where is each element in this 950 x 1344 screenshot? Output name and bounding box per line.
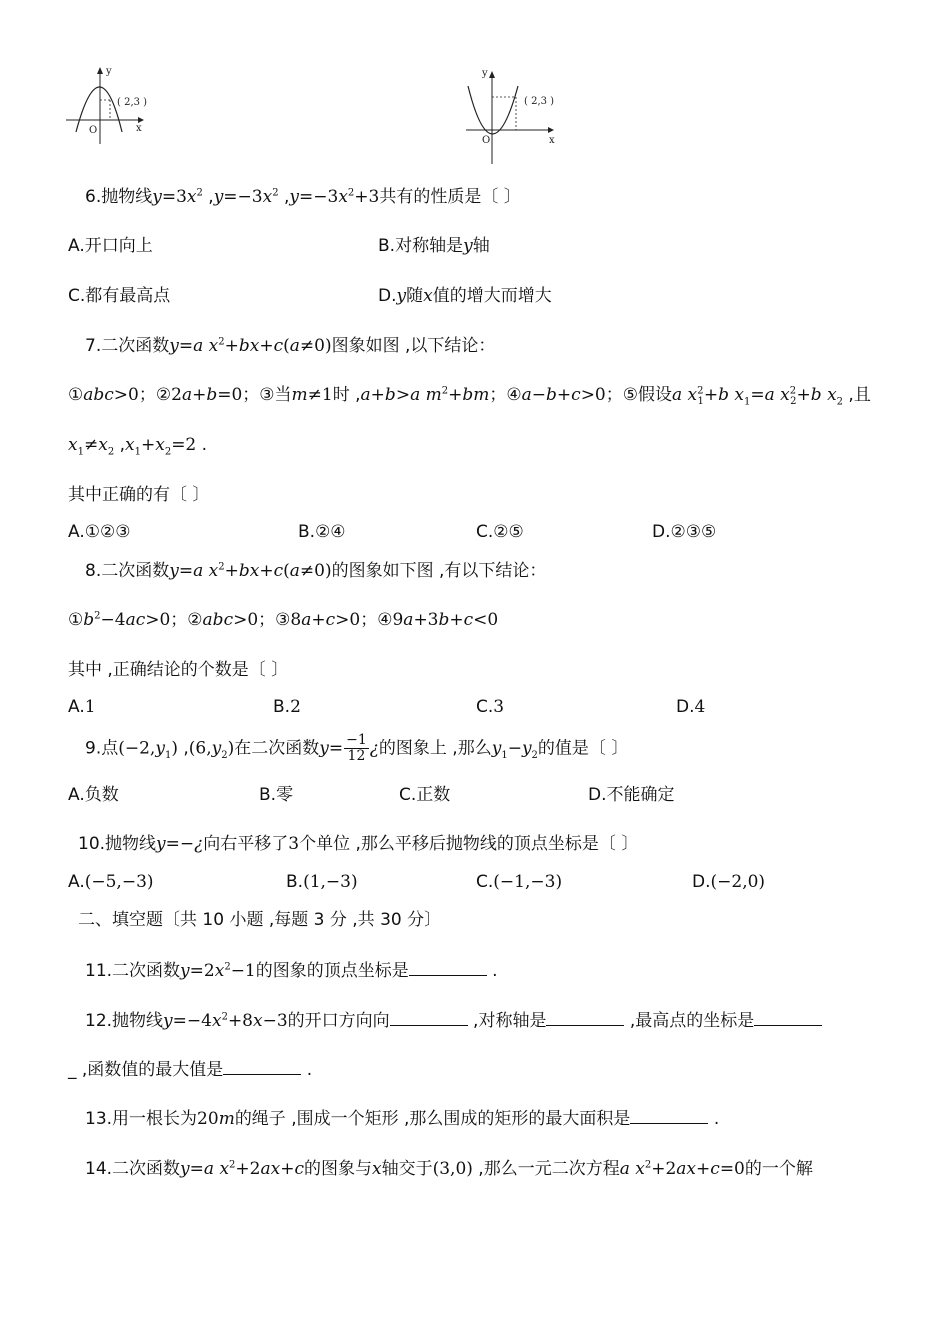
q11-number: 11. — [85, 961, 113, 981]
q8-option-b[interactable]: B.2 — [273, 697, 301, 717]
q12-blank-max[interactable] — [223, 1058, 301, 1075]
q12-stem: 12.抛物线$y=-4x^2+8x-3$的开口方向向 ,对称轴是 ,最高点的坐标是 — [85, 1009, 822, 1032]
y-axis-arrow — [489, 71, 495, 78]
q10-number: 10. — [78, 834, 106, 854]
y-axis-arrow — [97, 67, 103, 74]
q13-number: 13. — [85, 1109, 113, 1129]
q7-option-c[interactable]: C.②⑤ — [476, 522, 524, 542]
origin-label: O — [89, 125, 98, 136]
q6-number: 6. — [85, 187, 102, 207]
q7-option-b[interactable]: B.②④ — [298, 522, 346, 542]
q6-option-d[interactable]: D.y随x值的增大而增大 — [378, 286, 552, 306]
q9-option-c[interactable]: C.正数 — [399, 785, 451, 805]
q10-stem: 10.抛物线y=−¿向右平移了3个单位 ,那么平移后抛物线的顶点坐标是〔 〕 — [78, 834, 639, 854]
q8-option-c[interactable]: C.3 — [476, 697, 505, 717]
q12-number: 12. — [85, 1011, 113, 1031]
q8-number: 8. — [85, 561, 102, 581]
q6-option-a[interactable]: A.开口向上 — [68, 236, 153, 256]
q8-conditions: $①b^2-4ac>0$；②abc>0；③8a+c>0；④9a+3b+c<0 — [68, 610, 499, 630]
q10-option-b[interactable]: B.(1,−3) — [286, 872, 358, 892]
q8-option-d[interactable]: D.4 — [676, 697, 706, 717]
q7-stem: 7.二次函数y=a $x^2+bx+c(a\ne 0)$图象如图 ,以下结论： — [85, 336, 496, 356]
section-2-title: 二、填空题〔共 10 小题 ,每题 3 分 ,共 30 分〕 — [78, 910, 442, 930]
graph-parabola-up — [462, 64, 572, 166]
q9-option-b[interactable]: B.零 — [259, 785, 294, 805]
q9-option-d[interactable]: D.不能确定 — [588, 785, 675, 805]
x-label: x — [549, 135, 555, 146]
graph-parabola-down — [62, 64, 172, 148]
q9-stem: 9.点$(-2,y_1)$ $,(6,y_2)$在二次函数y= $\frac{-1}{12}$ ¿的图象上 ,那么$y_1-y_2$的值是〔 〕 — [85, 732, 629, 764]
q6-option-b[interactable]: B.对称轴是y轴 — [378, 236, 490, 256]
q7-option-a[interactable]: A.①②③ — [68, 522, 131, 542]
q8-stem: 8.二次函数y=a $x^2+bx+c(a\ne 0)$的图象如下图 ,有以下结论： — [85, 561, 547, 581]
q11-answer-blank[interactable] — [409, 959, 487, 976]
x-axis-arrow — [548, 127, 554, 133]
q13-stem: 13.用一根长为20m的绳子 ,围成一个矩形 ,那么围成的矩形的最大面积是 . — [85, 1109, 720, 1129]
q7-number: 7. — [85, 336, 102, 356]
y-label: y — [482, 68, 488, 79]
point-label: ( 2,3 ) — [117, 97, 148, 108]
q13-answer-blank[interactable] — [630, 1107, 708, 1124]
y-label: y — [106, 66, 112, 77]
q12-blank-direction[interactable] — [390, 1009, 468, 1026]
origin-label: O — [482, 135, 491, 146]
q9-fraction: $\frac{-1}{12}$ — [346, 732, 367, 764]
q7-conditions-cont: $x_1\ne x_2$ $,x_1+x_2=2$ . — [68, 435, 208, 458]
parabola-curve — [468, 86, 518, 134]
q8-option-a[interactable]: A.1 — [68, 697, 96, 717]
q12-stem-cont: _ ,函数值的最大值是 . — [68, 1060, 313, 1080]
q10-option-a[interactable]: A.(−5,−3) — [68, 872, 154, 892]
q8-which: 其中 ,正确结论的个数是〔 〕 — [68, 660, 289, 680]
q14-stem: 14.二次函数y=a $x^2+2ax+c$的图象与x轴交于(3,0) ,那么一元二次方程a $x^2+2ax+c=0$的一个解 — [85, 1159, 813, 1179]
q6-option-c[interactable]: C.都有最高点 — [68, 286, 171, 306]
q11-stem: 11.二次函数$y=2x^2-1$的图象的顶点坐标是 . — [85, 961, 498, 981]
q9-number: 9. — [85, 738, 102, 759]
q7-which: 其中正确的有〔 〕 — [68, 485, 210, 505]
parabola-curve — [76, 87, 122, 132]
q7-option-d[interactable]: D.②③⑤ — [652, 522, 717, 542]
q14-number: 14. — [85, 1159, 113, 1179]
q10-option-d[interactable]: D.(−2,0) — [692, 872, 766, 892]
q9-option-a[interactable]: A.负数 — [68, 785, 119, 805]
q6-stem: 6.抛物线$y=3x^2$ $,y=-3x^2$ $,y=-3x^2+3$共有的性质是〔 〕 — [85, 187, 521, 207]
q7-conditions: ①abc>0；②2a+b=0；③当m≠1时 ,a+b>a $m^2+bm$；④a−b+c>0；⑤假设a $x^2_1+b$ $x_1=a$ $x^2_2+b$ $x_2$ ,且 — [68, 385, 871, 408]
point-label: ( 2,3 ) — [524, 96, 555, 107]
q12-blank-vertex[interactable] — [754, 1009, 822, 1026]
x-label: x — [136, 123, 142, 134]
q12-blank-axis[interactable] — [546, 1009, 624, 1026]
q10-option-c[interactable]: C.(−1,−3) — [476, 872, 563, 892]
